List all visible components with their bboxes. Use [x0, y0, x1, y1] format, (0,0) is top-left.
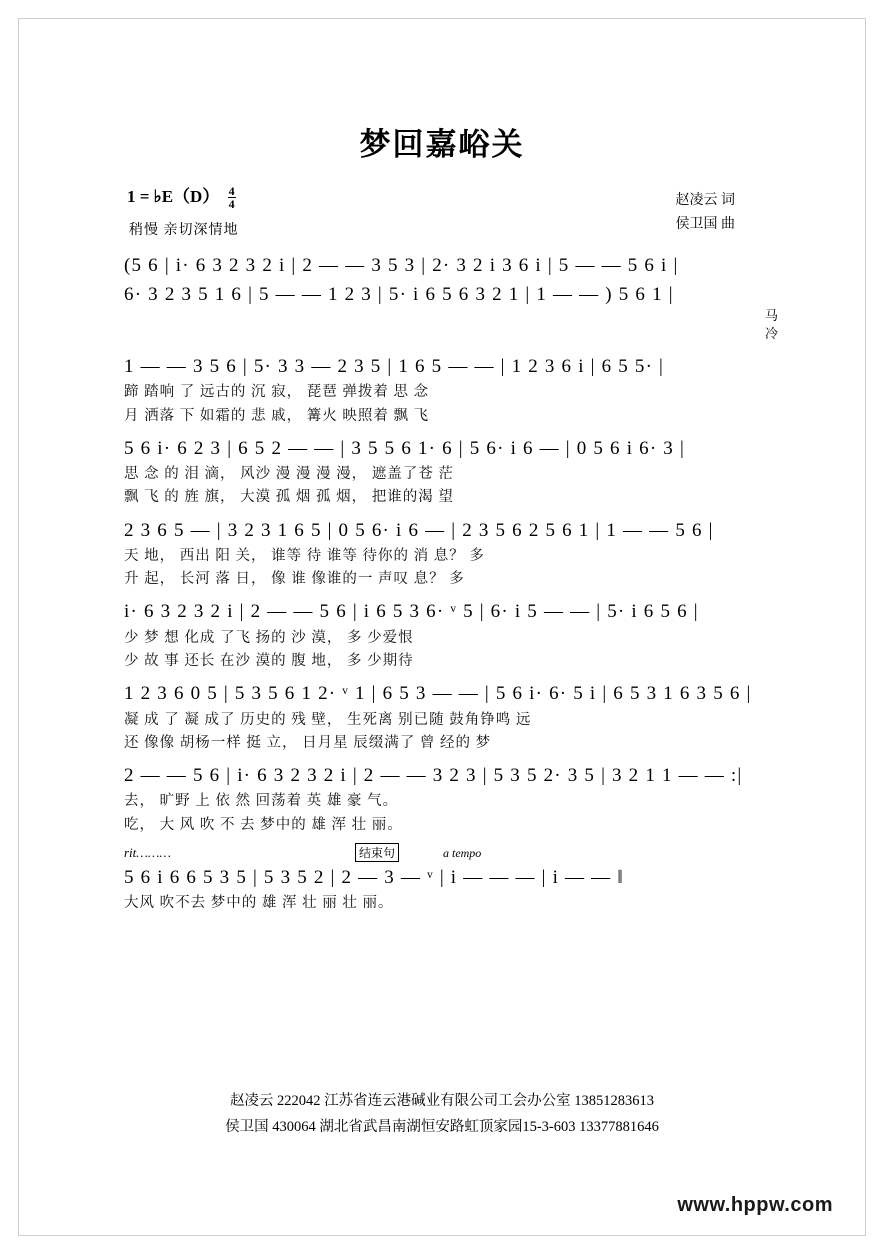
system-5-lyrics-verse-1: 凝 成 了 凝 成了 历史的 残 壁， 生死离 别已随 鼓角铮鸣 远: [124, 711, 532, 728]
ending-lyrics: 大风 吹不去 梦中的 雄 浑 壮 丽 壮 丽。: [124, 895, 394, 912]
system-2: [124, 434, 784, 510]
lyricist-credit: 赵凌云 词: [675, 193, 735, 208]
watermark: www.hppw.com: [677, 1194, 833, 1216]
system-3-lyrics-verse-1: 天 地， 西出 阳 关， 谁等 待 谁等 待你的 消 息？ 多: [124, 547, 485, 564]
system-5-lyrics-verse-2: 还 像像 胡杨一样 挺 立， 日月星 辰缀满了 曾 经的 梦: [124, 734, 492, 751]
intro-line-2: 6· 3 2 3 5 1 6 | 5 — — 1 2 3 | 5· i 6 5 6 3 2 1 | 1 — — ) 5 6 1 |: [124, 284, 674, 306]
end-phrase-label: 结束句: [355, 843, 399, 862]
system-4-lyrics-verse-1: 少 梦 想 化成 了飞 扬的 沙 漠， 多 少爱恨: [124, 629, 414, 646]
tempo-marking: 稍慢 亲切深情地: [129, 223, 239, 238]
system-6-lyrics-verse-2: 吃， 大 风 吹 不 去 梦中的 雄 浑 壮 丽。: [124, 816, 403, 833]
time-signature: [228, 185, 236, 210]
system-2-notes: 5 6 i· 6 2 3 | 6 5 2 — — | 3 5 5 6 1· 6 | 5 6· i 6 — | 0 5 6 i 6· 3 |: [124, 437, 685, 459]
system-5-notes: 1 2 3 6 0 5 | 5 3 5 6 1 2· ᵛ 1 | 6 5 3 — — | 5 6 i· 6· 5 i | 6 5 3 1 6 3 5 6 |: [124, 683, 752, 705]
ending-notes: 5 6 i 6 6 5 3 5 | 5 3 5 2 | 2 — 3 — ᵛ | i — — — | i — — ‖: [124, 866, 624, 888]
system-3: [124, 516, 784, 592]
system-4-lyrics-verse-2: 少 故 事 还长 在沙 漠的 腹 地， 多 少期待: [124, 652, 414, 669]
page-title: 梦回嘉峪关: [359, 127, 525, 162]
key-signature: [127, 182, 236, 211]
system-2-lyrics-verse-2: 飘 飞 的 旌 旗， 大漠 孤 烟 孤 烟， 把谁的渴 望: [124, 489, 454, 506]
system-3-notes: 2 3 6 5 — | 3 2 3 1 6 5 | 0 5 6· i 6 — | 2 3 5 6 2 5 6 1 | 1 — — 5 6 |: [124, 519, 714, 541]
intro-line-1: (5 6 | i· 6 3 2 3 2 i | 2 — — 3 5 3 | 2· 3 2 i 3 6 i | 5 — — 5 6 i |: [124, 255, 679, 276]
pickup-lyric-2: 冷: [764, 325, 778, 341]
system-1-notes: 1 — — 3 5 6 | 5· 3 3 — 2 3 5 | 1 6 5 — — | 1 2 3 6 i | 6 5 5· |: [124, 355, 665, 377]
contact-line-1: 赵凌云 222042 江苏省连云港碱业有限公司工会办公室 13851283613: [229, 1092, 655, 1109]
system-1-lyrics-verse-2: 月 洒落 下 如霜的 悲 戚， 篝火 映照着 飘 飞: [124, 407, 430, 424]
system-2-lyrics-verse-1: 思 念 的 泪 滴， 风沙 漫 漫 漫 漫， 遮盖了苍 茫: [124, 466, 454, 483]
system-1-lyrics-verse-1: 蹄 踏响 了 远古的 沉 寂， 琵琶 弹拨着 思 念: [124, 384, 430, 401]
key-signature-text: 1 = ♭E（D）: [127, 187, 220, 206]
system-1: [124, 352, 784, 428]
system-6-lyrics-verse-1: 去， 旷野 上 依 然 回荡着 英 雄 豪 气。: [124, 793, 399, 810]
system-6: [124, 761, 784, 837]
composer-credit: 侯卫国 曲: [675, 216, 735, 232]
system-5: [124, 679, 784, 755]
music-notation-area: [124, 251, 784, 921]
system-6-notes: 2 — — 5 6 | i· 6 3 2 3 2 i | 2 — — 3 2 3 | 5 3 5 2· 3 5 | 3 2 1 1 — — :|: [124, 764, 743, 786]
a-tempo-marking: a tempo: [442, 845, 482, 860]
contact-line-2: 侯卫国 430064 湖北省武昌南湖恒安路虹顶家园15-3-603 13377881646: [225, 1118, 659, 1135]
system-4: [124, 597, 784, 673]
contact-footer: [19, 1088, 865, 1140]
time-signature-numerator: 4: [228, 183, 235, 198]
ending-system: [124, 843, 784, 916]
rit-marking: rit………: [124, 844, 171, 860]
pickup-lyric-1: 马: [764, 307, 778, 323]
system-4-notes: i· 6 3 2 3 2 i | 2 — — 5 6 | i 6 5 3 6· ᵛ 5 | 6· i 5 — — | 5· i 6 5 6 |: [124, 601, 699, 623]
time-signature-denominator: 4: [228, 196, 235, 211]
sheet-music-page: [18, 18, 866, 1236]
intro-system: [124, 251, 784, 346]
system-3-lyrics-verse-2: 升 起， 长河 落 日， 像 谁 像谁的一 声叹 息？ 多: [124, 571, 465, 588]
credits: [676, 189, 736, 237]
